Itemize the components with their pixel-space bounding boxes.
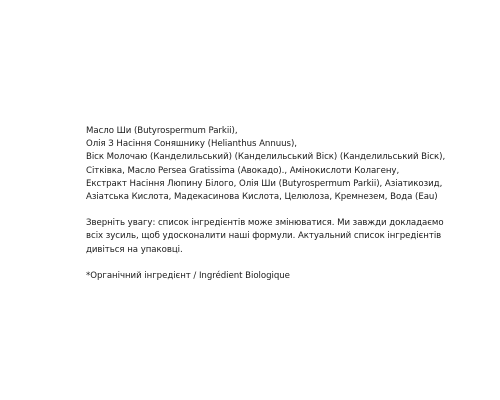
footnote-line: *Органічний інгредієнт / Ingrédient Biologique	[86, 270, 290, 281]
ingredients-line: Сітківка, Масло Persea Gratissima (Авокадо)., Амінокислоти Колагену,	[86, 165, 400, 176]
organic-footnote	[86, 270, 486, 283]
ingredients-line: Олія З Насіння Соняшнику (Helianthus Annuus),	[86, 139, 297, 150]
notice-line: дивіться на упаковці.	[86, 244, 183, 255]
ingredients-line: Віск Молочаю (Канделильський) (Канделильський Віск) (Канделильський Віск),	[86, 152, 446, 163]
notice-line: Зверніть увагу: список інгредієнтів може змінюватися. Ми завжди докладаємо	[86, 218, 444, 229]
spacer	[86, 257, 486, 270]
notice-line: всіх зусиль, щоб удосконалити наші формули. Актуальний список інгредієнтів	[86, 231, 442, 242]
ingredients-list	[86, 125, 486, 204]
ingredients-panel	[86, 125, 486, 283]
ingredients-line: Азіатська Кислота, Мадекасинова Кислота, Целюлоза, Кремнезем, Вода (Eau)	[86, 192, 438, 203]
ingredients-line: Екстракт Насіння Люпину Білого, Олія Ши (Butyrospermum Parkii), Азіатикозид,	[86, 178, 443, 189]
ingredients-notice	[86, 217, 486, 257]
spacer	[86, 204, 486, 217]
ingredients-line: Масло Ши (Butyrospermum Parkii),	[86, 126, 238, 136]
